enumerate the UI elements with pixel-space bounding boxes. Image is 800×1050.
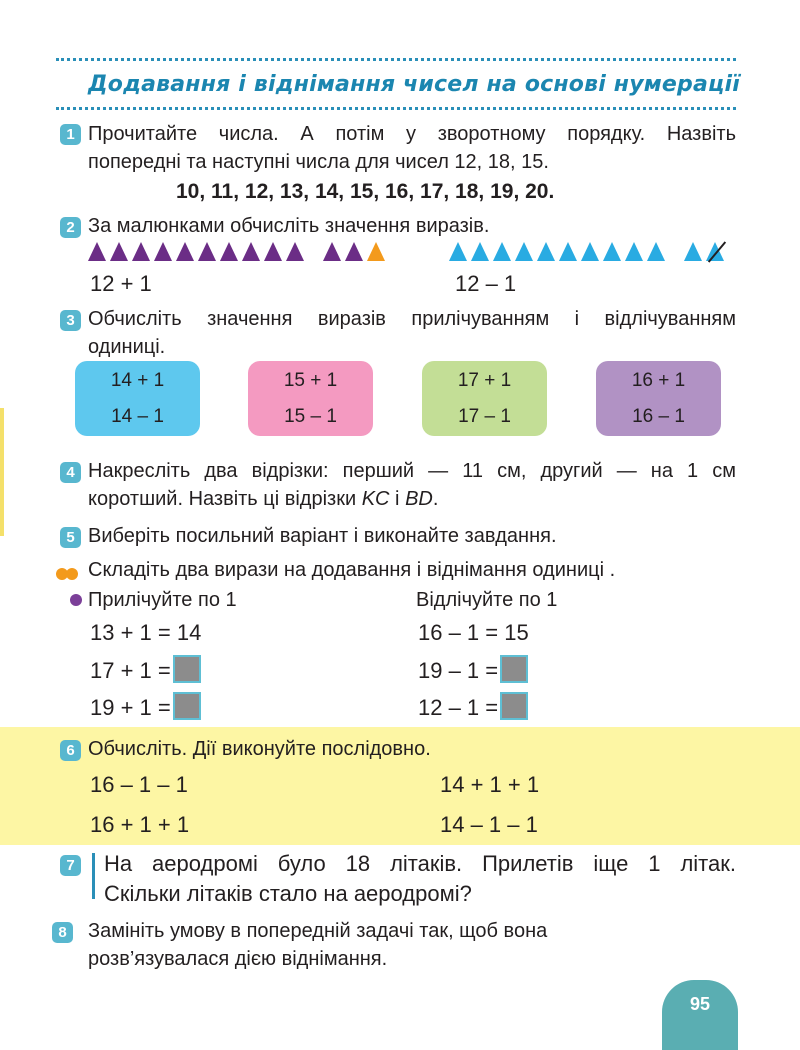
task5-variant1-label: Прилічуйте по 1 — [88, 589, 237, 611]
blue-triangle — [515, 242, 533, 261]
task2-expression-right: 12 – 1 — [455, 271, 517, 296]
task4-text-prefix: коротший. Назвіть ці відрізки — [88, 488, 362, 510]
task4-text-end: . — [432, 488, 439, 510]
task6-expression: 16 + 1 + 1 — [90, 812, 190, 837]
task4-text-line2 — [88, 485, 438, 514]
blue-triangle — [684, 242, 702, 261]
task-number-badge: 1 — [60, 124, 81, 145]
task3-text-line2: одиниці. — [88, 336, 166, 358]
one-dot-level-icon — [70, 594, 82, 606]
segment-kc: KC — [361, 488, 390, 510]
task-number-badge: 2 — [60, 217, 81, 238]
card-expression-top: 17 + 1 — [457, 370, 512, 391]
blue-triangle — [471, 242, 489, 261]
task5-right-label: Відлічуйте по 1 — [416, 589, 558, 611]
blue-triangle — [647, 242, 665, 261]
task1-text-line2: попередні та наступні числа для чисел 12, 18, 15. — [88, 151, 549, 173]
task-number-badge: 5 — [60, 527, 81, 548]
blue-triangle — [537, 242, 555, 261]
answer-box[interactable] — [500, 692, 528, 720]
purple-triangle — [132, 242, 150, 261]
equation-right-3 — [418, 692, 528, 721]
blue-triangle — [449, 242, 467, 261]
blue-triangle — [581, 242, 599, 261]
task8-text-line1: Замініть умову в попередній задачі так, щоб вона — [88, 920, 548, 942]
equation-text: 19 + 1 = — [90, 695, 171, 720]
card-expression-bottom: 17 – 1 — [458, 406, 511, 427]
equation-left-2 — [90, 655, 201, 684]
equation-left-1: 13 + 1 = 14 — [90, 620, 202, 645]
triangles-left-group — [88, 242, 388, 262]
task4-text-line1: Накресліть два відрізки: перший — 11 см, другий — на 1 см — [88, 460, 736, 482]
purple-triangle — [176, 242, 194, 261]
blue-triangle — [559, 242, 577, 261]
task6-expression: 16 – 1 – 1 — [90, 772, 188, 797]
purple-triangle — [264, 242, 282, 261]
task-number-badge: 8 — [52, 922, 73, 943]
card-expression-bottom: 16 – 1 — [632, 406, 685, 427]
answer-box[interactable] — [173, 655, 201, 683]
task6-text: Обчисліть. Дії виконуйте послідовно. — [88, 738, 431, 760]
equation-text: 17 + 1 = — [90, 658, 171, 683]
task-number-badge: 4 — [60, 462, 81, 483]
equation-right-1: 16 – 1 = 15 — [418, 620, 529, 645]
task7-text-line2: Скільки літаків стало на аеродромі? — [104, 881, 472, 906]
problem-marker-bar — [92, 853, 95, 899]
purple-triangle — [323, 242, 341, 261]
purple-triangle — [345, 242, 363, 261]
task-number-badge: 3 — [60, 310, 81, 331]
task6-expression: 14 + 1 + 1 — [440, 772, 540, 797]
purple-triangle — [286, 242, 304, 261]
orange-triangle — [367, 242, 385, 261]
task8-text-line2: розв’язувалася дією віднімання. — [88, 948, 388, 970]
task-number-badge: 6 — [60, 740, 81, 761]
task7-text-line1: На аеродромі було 18 літаків. Прилетів іще 1 літак. — [104, 851, 736, 876]
expression-card — [596, 361, 721, 436]
purple-triangle — [154, 242, 172, 261]
task-number-badge: 7 — [60, 855, 81, 876]
triangles-right-group — [449, 242, 729, 262]
card-expression-top: 14 + 1 — [110, 370, 165, 391]
equation-left-3 — [90, 692, 201, 721]
answer-box[interactable] — [500, 655, 528, 683]
purple-triangle — [88, 242, 106, 261]
card-expression-top: 15 + 1 — [283, 370, 338, 391]
equation-right-2 — [418, 655, 528, 684]
purple-triangle — [220, 242, 238, 261]
task4-text-and: і — [389, 488, 406, 510]
task5-variant2: Складіть два вирази на додавання і віднімання одиниці . — [88, 559, 616, 581]
expression-card — [422, 361, 547, 436]
page-number-tab: 95 — [662, 980, 738, 1050]
purple-triangle — [110, 242, 128, 261]
card-expression-bottom: 14 – 1 — [111, 406, 164, 427]
purple-triangle — [242, 242, 260, 261]
two-dots-level-icon — [56, 563, 78, 586]
task2-text: За малюнками обчисліть значення виразів. — [88, 215, 490, 237]
blue-triangle — [625, 242, 643, 261]
equation-text: 19 – 1 = — [418, 658, 499, 683]
margin-strip — [0, 408, 4, 536]
task1-text-line1: Прочитайте числа. А потім у зворотному порядку. Назвіть — [88, 123, 736, 145]
card-expression-top: 16 + 1 — [631, 370, 686, 391]
blue-triangle — [603, 242, 621, 261]
task3-text-line1: Обчисліть значення виразів прилічуванням і відлічуванням — [88, 308, 736, 330]
purple-triangle — [198, 242, 216, 261]
task6-expression: 14 – 1 – 1 — [440, 812, 538, 837]
blue-triangle — [493, 242, 511, 261]
page-title: Додавання і віднімання чисел на основі нумерації — [88, 72, 741, 97]
header-dotted-rule-bottom — [56, 107, 736, 110]
segment-bd: BD — [405, 488, 433, 510]
card-expression-bottom: 15 – 1 — [284, 406, 337, 427]
header-dotted-rule-top — [56, 58, 736, 61]
expression-card — [75, 361, 200, 436]
expression-card — [248, 361, 373, 436]
task5-text: Виберіть посильний варіант і виконайте завдання. — [88, 525, 557, 547]
answer-box[interactable] — [173, 692, 201, 720]
task2-expression-left: 12 + 1 — [90, 271, 152, 296]
equation-text: 12 – 1 = — [418, 695, 499, 720]
task1-number-row: 10, 11, 12, 13, 14, 15, 16, 17, 18, 19, 20. — [176, 180, 555, 203]
